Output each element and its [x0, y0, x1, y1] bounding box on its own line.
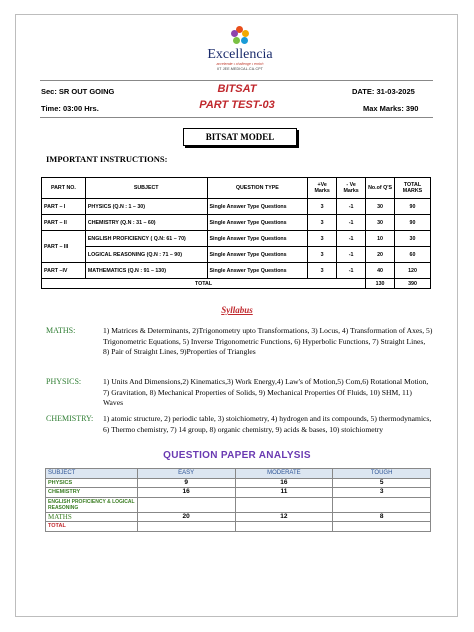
syllabus-subject-chemistry: CHEMISTRY: [46, 414, 94, 423]
part-cell: PART –IV [42, 263, 86, 279]
tough-cell: 3 [333, 488, 431, 498]
table-row [42, 231, 431, 247]
pos-marks-cell: 3 [308, 263, 337, 279]
syllabus-subject-maths: MATHS: [46, 326, 76, 335]
pos-marks-cell: 3 [308, 247, 337, 263]
table-row [42, 263, 431, 279]
moderate-cell [235, 522, 333, 532]
syllabus-topics-physics: 1) Units And Dimensions,2) Kinematics,3) Work Energy,4) Law's of Motion,5) Com,6) Rotational Motion, 7) Gravitation, 8) Mechanical Properties of Solids, 9) Mechanical Properties Of Fluids, 10) SHM, 11) Waves [103, 377, 429, 408]
total-marks-cell: 120 [395, 263, 431, 279]
num-questions-cell: 40 [366, 263, 395, 279]
analysis-heading: QUESTION PAPER ANALYSIS [163, 450, 311, 461]
logo [190, 26, 290, 78]
table-row [46, 497, 431, 512]
table-row [46, 512, 431, 522]
table-row [42, 199, 431, 215]
part-cell: PART – III [42, 231, 86, 263]
easy-cell: 20 [137, 512, 235, 522]
header-cell: PART NO. [42, 178, 86, 199]
exam-title: BITSAT [217, 83, 257, 95]
num-questions-cell: 30 [366, 215, 395, 231]
header-cell: No.of Q'S [366, 178, 395, 199]
syllabus-subject-physics: PHYSICS: [46, 377, 82, 386]
tough-cell: 8 [333, 512, 431, 522]
total-marks-cell: 90 [395, 199, 431, 215]
logo-mark-icon [231, 26, 249, 46]
type-cell: Single Answer Type Questions [207, 263, 308, 279]
subject-cell: LOGICAL REASONING (Q.N : 71 – 90) [85, 247, 207, 263]
header-cell: QUESTION TYPE [207, 178, 308, 199]
total-marks-cell: 90 [395, 215, 431, 231]
header-top-rule [40, 80, 433, 81]
tough-cell [333, 522, 431, 532]
neg-marks-cell: -1 [337, 199, 366, 215]
type-cell: Single Answer Type Questions [207, 247, 308, 263]
neg-marks-cell: -1 [337, 215, 366, 231]
easy-cell: 9 [137, 478, 235, 488]
table-row [46, 478, 431, 488]
header-cell: TOUGH [333, 469, 431, 479]
subject-cell: PHYSICS [46, 478, 138, 488]
section-label: Sec: SR OUT GOING [41, 87, 115, 96]
num-questions-cell: 10 [366, 231, 395, 247]
header-cell: TOTAL MARKS [395, 178, 431, 199]
neg-marks-cell: -1 [337, 231, 366, 247]
moderate-cell: 11 [235, 488, 333, 498]
table-row [46, 488, 431, 498]
easy-cell [137, 522, 235, 532]
time-label: Time: 03:00 Hrs. [41, 104, 99, 113]
part-cell: PART – I [42, 199, 86, 215]
total-row [42, 279, 431, 289]
type-cell: Single Answer Type Questions [207, 231, 308, 247]
subject-cell: CHEMISTRY (Q.N : 31 – 60) [85, 215, 207, 231]
syllabus-topics-maths: 1) Matrices & Determinants, 2)Trigonometry upto Transformations, 3) Locus, 4) Transformation of Axes, 5) Trigonometric Equations, 5) Inverse Trigonometric Functions, 6) Hyperbolic Functions, 7) Straight Lines, 8) Pair of Straight Lines, 9)Properties of Triangles [103, 326, 433, 357]
table-row [46, 522, 431, 532]
header-cell: MODERATE [235, 469, 333, 479]
header-cell: SUBJECT [46, 469, 138, 479]
type-cell: Single Answer Type Questions [207, 199, 308, 215]
total-questions-cell: 130 [366, 279, 395, 289]
subject-cell: MATHEMATICS (Q.N : 91 – 130) [85, 263, 207, 279]
pos-marks-cell: 3 [308, 215, 337, 231]
moderate-cell: 12 [235, 512, 333, 522]
tough-cell: 5 [333, 478, 431, 488]
total-marks-cell: 30 [395, 231, 431, 247]
easy-cell: 16 [137, 488, 235, 498]
max-marks-label: Max Marks: 390 [363, 104, 419, 113]
table-row [42, 247, 431, 263]
total-marks-cell: 390 [395, 279, 431, 289]
part-cell: PART – II [42, 215, 86, 231]
pos-marks-cell: 3 [308, 199, 337, 215]
syllabus-topics-chemistry: 1) atomic structure, 2) periodic table, 3) stoichiometry, 4) hydrogen and its compounds, 5) thermodynamics, 6) Thermo chemistry, 7) 14 group, 8) organic chemistry, 9) acids & bases, 10) stoichiometry [103, 414, 432, 434]
header-cell: EASY [137, 469, 235, 479]
logo-subtitle: IIT JEE.MEDICAL.CA.CPT [216, 67, 264, 71]
total-label: TOTAL [42, 279, 366, 289]
pos-marks-cell: 3 [308, 231, 337, 247]
easy-cell [137, 497, 235, 512]
date-label: DATE: 31-03-2025 [352, 87, 415, 96]
instructions-heading: IMPORTANT INSTRUCTIONS: [46, 154, 168, 164]
logo-name: Excellencia [207, 47, 273, 62]
header-cell: SUBJECT [85, 178, 207, 199]
num-questions-cell: 20 [366, 247, 395, 263]
header-cell: +Ve Marks [308, 178, 337, 199]
test-title: PART TEST-03 [199, 99, 275, 111]
subject-cell: TOTAL [46, 522, 138, 532]
tough-cell [333, 497, 431, 512]
num-questions-cell: 30 [366, 199, 395, 215]
syllabus-heading: Syllabus [221, 305, 253, 315]
moderate-cell [235, 497, 333, 512]
neg-marks-cell: -1 [337, 263, 366, 279]
table-header-row [42, 178, 431, 199]
total-marks-cell: 60 [395, 247, 431, 263]
subject-cell: CHEMISTRY [46, 488, 138, 498]
header-cell: - Ve Marks [337, 178, 366, 199]
subject-cell: MATHS [46, 512, 138, 522]
instructions-table [41, 177, 431, 289]
model-title: BITSAT MODEL [183, 128, 297, 146]
subject-cell: ENGLISH PROFICIENCY ( Q.N: 61 – 70) [85, 231, 207, 247]
analysis-table [45, 468, 431, 532]
header-bottom-rule [40, 117, 433, 118]
moderate-cell: 16 [235, 478, 333, 488]
table-row [42, 215, 431, 231]
analysis-header-row [46, 469, 431, 479]
neg-marks-cell: -1 [337, 247, 366, 263]
logo-tagline: accelerate • challenge • enrich [216, 62, 264, 66]
type-cell: Single Answer Type Questions [207, 215, 308, 231]
subject-cell: ENGLISH PROFICIENCY & LOGICAL REASONING [46, 497, 138, 512]
subject-cell: PHYSICS (Q.N : 1 – 30) [85, 199, 207, 215]
